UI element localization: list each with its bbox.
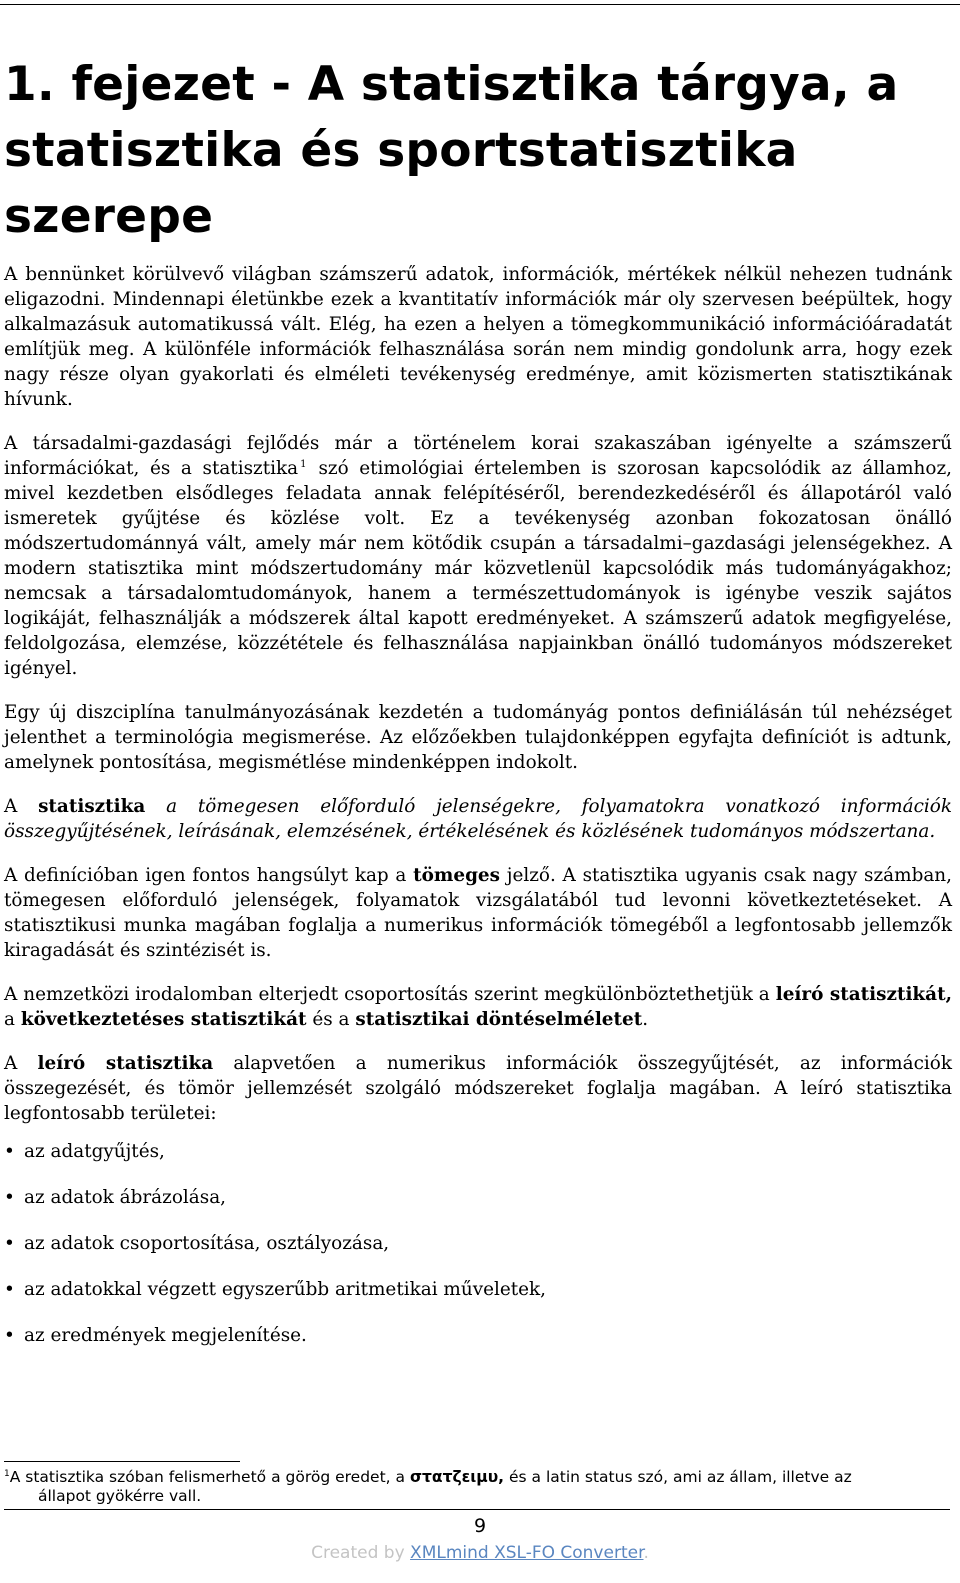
page-body [4,52,952,1369]
credit-prefix: Created by [311,1543,405,1563]
list-item [4,1323,952,1369]
classification-mid2: és a [312,1009,350,1030]
classification-decision: statisztikai döntéselméletet [355,1009,643,1030]
list-item [4,1139,952,1185]
footnote-reference[interactable]: 1 [300,459,307,470]
definition-term: statisztika [38,796,146,817]
descriptive-before: A [4,1053,18,1074]
bullet-icon: • [4,1325,15,1346]
descriptive-areas-list [4,1139,952,1369]
list-item-text: az adatok csoportosítása, osztályozása, [24,1233,390,1254]
list-item [4,1231,952,1277]
credit-suffix: . [643,1543,649,1563]
list-item-text: az eredmények megjelenítése. [24,1325,307,1346]
classification-descriptive: leíró statisztikát, [775,984,952,1005]
top-border [0,4,960,5]
footnote-before: A statisztika szóban felismerhető a görög eredet, a [9,1468,406,1486]
page-number: 9 [473,1515,487,1537]
classification-inferential: következtetéses statisztikát [20,1009,307,1030]
paragraph-intro: A bennünket körülvevő világban számszerű adatok, információk, mértékek nélkül nehezen tudnánk eligazodni. Mindennapi életünkbe ezek a kvantitatív információk már oly szervesen beépültek, hogy alkalmazásuk automatikussá vált. Elég, ha ezen a helyen a tömegkommunikáció információáradatát említjük meg. A különféle információk felhasználása során nem mindig gondolunk arra, hogy ezek nagy része olyan gyakorlati és elméleti tevékenység eredménye, amit közismerten statisztikának hívunk. [4,264,952,410]
definition-lead: A [4,796,18,817]
footer-divider [4,1509,950,1510]
paragraph-mass-after: jelző. A statisztika ugyanis csak nagy számban, tömegesen előforduló jelenségek, folyamatok vizsgálatából tud levonni következtetéseket. A statisztikusi munka magában foglalja a numerikus információk tömegéből a legfontosabb jellemzők kiragadását és szintézisét is. [4,865,952,961]
footnote [4,1468,950,1506]
paragraph-classification [4,982,952,1032]
footnote-continuation: állapot gyökérre vall. [38,1487,202,1505]
classification-mid1: a [4,1009,15,1030]
generator-credit [0,1542,960,1564]
descriptive-after: alapvetően a numerikus információk összegyűjtését, az információk összegezését, és tömör jellemzését szolgáló módszereket foglalja magában. A leíró statisztika legfontosabb területei: [4,1053,952,1124]
paragraph-history-before: A társadalmi-gazdasági fejlődés már a történelem korai szakaszában igényelte a számszerű információkat, és a statisztika [4,433,952,479]
list-item-text: az adatgyűjtés, [24,1141,165,1162]
bullet-icon: • [4,1141,15,1162]
chapter-title: 1. fejezet - A statisztika tárgya, a statisztika és sportstatisztika szerepe [4,57,899,244]
classification-end: . [642,1009,649,1030]
descriptive-bold: leíró statisztika [37,1053,214,1074]
paragraph-history [4,431,952,681]
paragraph-descriptive [4,1051,952,1126]
footnote-greek: στατζειμυ, [409,1468,505,1486]
list-item [4,1185,952,1231]
list-item-text: az adatok ábrázolása, [24,1187,227,1208]
paragraph-mass [4,863,952,963]
paragraph-history-after: szó etimológiai értelemben is szorosan kapcsolódik az államhoz, mivel kezdetben elsődleges feladata annak felépítéséről, berendezkedéséről és állapotáról való ismeretek gyűjtése és közlése volt. Ez a tevékenység azonban fokozatosan önálló módszertudománnyá vált, amely már nem kötődik csupán a társadalmi–gazdasági jelenségekhez. A modern statisztika mint módszertudomány már közvetlenül kapcsolódik más tudományágakhoz; nemcsak a társadalomtudományok, hanem a természettudományok is igénybe veszik sajátos logikáját, felhasználják a módszerek által kapott eredményeket. A számszerű adatok megfigyelése, feldolgozása, elemzése, közzététele és felhasználása napjainkban önálló tudományos módszereket igényel. [4,458,953,679]
bullet-icon: • [4,1187,15,1208]
bullet-icon: • [4,1279,15,1300]
list-item-text: az adatokkal végzett egyszerűbb aritmetikai műveletek, [24,1279,547,1300]
classification-before: A nemzetközi irodalomban elterjedt csoportosítás szerint megkülönböztethetjük a [4,984,770,1005]
converter-link[interactable]: XMLmind XSL-FO Converter [410,1543,644,1563]
paragraph-mass-bold: tömeges [413,865,500,886]
footnote-divider [4,1461,240,1462]
paragraph-terminology: Egy új diszciplína tanulmányozásának kezdetén a tudományág pontos definiálásán túl nehézséget jelenthet a terminológia megismerése. Az előzőekben tulajdonképpen egyfajta definíciót is adtunk, amelynek pontosítása, megismétlése mindenképpen indokolt. [4,702,952,773]
footnote-after: és a latin status szó, ami az állam, illetve az [508,1468,852,1486]
paragraph-mass-before: A definícióban igen fontos hangsúlyt kap a [4,865,407,886]
definition-paragraph [4,794,952,844]
footnote-mark: 1 [4,1469,10,1479]
definition-text: a tömegesen előforduló jelenségekre, folyamatokra vonatkozó információk összegyűjtésének, leírásának, elemzésének, értékelésének és közlésének tudományos módszertana. [4,796,952,842]
list-item [4,1277,952,1323]
bullet-icon: • [4,1233,15,1254]
